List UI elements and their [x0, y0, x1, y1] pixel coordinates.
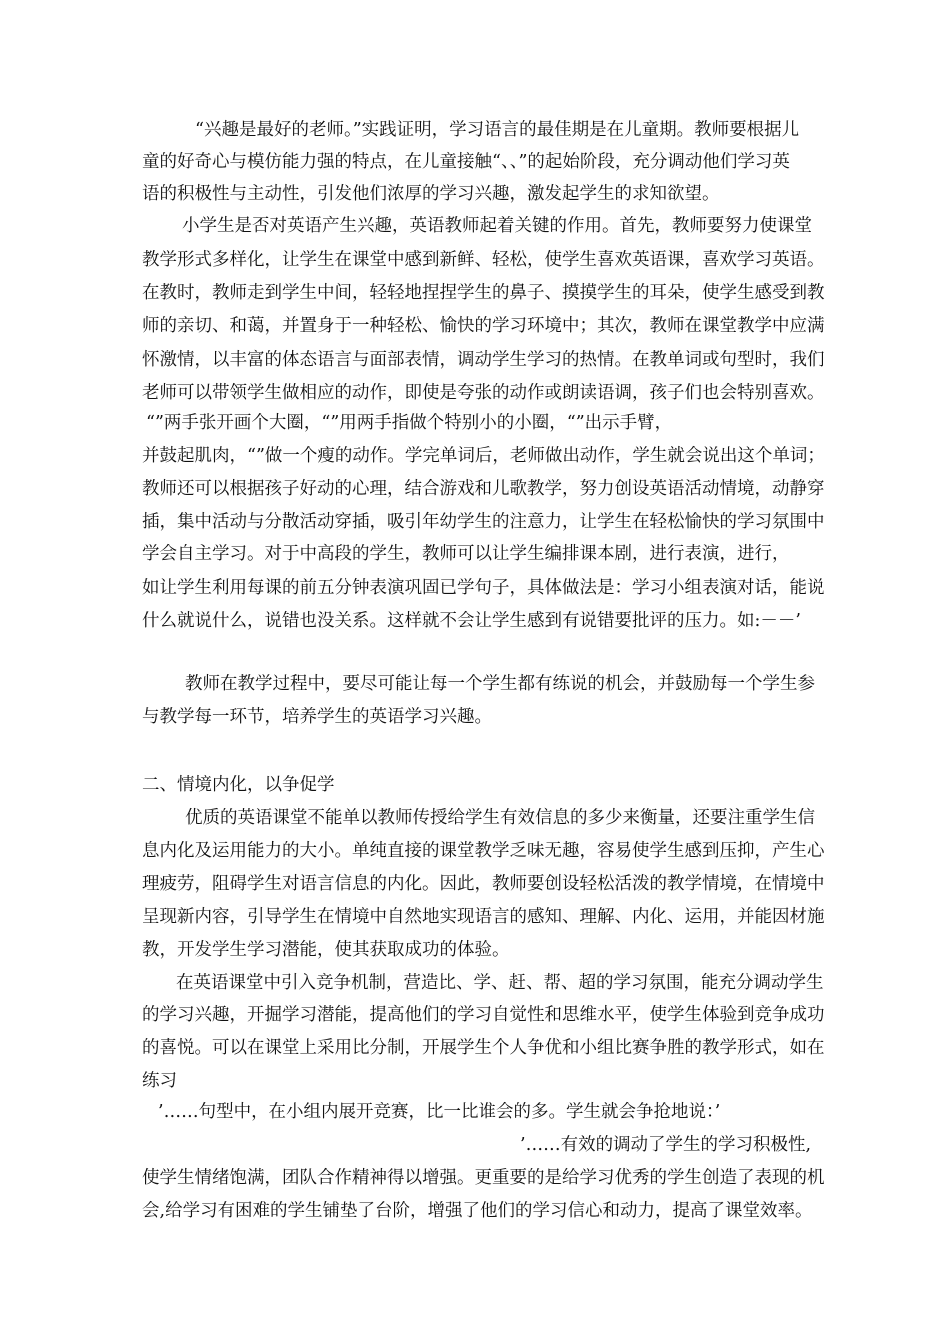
text-line: 呈现新内容，引导学生在情境中自然地实现语言的感知、理解、内化、运用，并能因材施 [142, 907, 825, 927]
text-line: 教，开发学生学习潜能，使其获取成功的体验。 [142, 940, 510, 960]
text-line: “”两手张开画个大圈，“”用两手指做个特别小的小圈，“”出示手臂， [146, 413, 673, 433]
text-line: 教学形式多样化，让学生在课堂中感到新鲜、轻松，使学生喜欢英语课，喜欢学习英语。 [142, 250, 825, 270]
text-line: 语的积极性与主动性，引发他们浓厚的学习兴趣，激发起学生的求知欲望。 [142, 184, 720, 204]
text-line: 小学生是否对英语产生兴趣，英语教师起着关键的作用。首先，教师要努力使课堂 [182, 216, 812, 236]
text-line: 与教学每一环节，培养学生的英语学习兴趣。 [142, 707, 492, 727]
text-line: 在英语课堂中引入竞争机制，营造比、学、赶、帮、超的学习氛围，能充分调动学生 [176, 973, 824, 993]
text-line: 会,给学习有困难的学生铺垫了台阶，增强了他们的学习信心和动力，提高了课堂效率。 [142, 1201, 813, 1221]
text-line: 师的亲切、和蔼，并置身于一种轻松、愉快的学习环境中；其次，教师在课堂教学中应满 [142, 316, 825, 336]
text-line: 优质的英语课堂不能单以教师传授给学生有效信息的多少来衡量，还要注重学生信 [185, 808, 815, 828]
text-line: 练习 [142, 1071, 177, 1091]
text-line: 童的好奇心与模仿能力强的特点，在儿童接触“、、”的起始阶段，充分调动他们学习英 [142, 152, 790, 172]
text-line: 使学生情绪饱满，团队合作精神得以增强。更重要的是给学习优秀的学生创造了表现的机 [142, 1168, 825, 1188]
text-line: 的学习兴趣，开掘学习潜能，提高他们的学习自觉性和思维水平，使学生体验到竞争成功 [142, 1005, 825, 1025]
text-line: 在教时，教师走到学生中间，轻轻地捏捏学生的鼻子、摸摸学生的耳朵，使学生感受到教 [142, 283, 825, 303]
text-line: “兴趣是最好的老师。”实践证明，学习语言的最佳期是在儿童期。教师要根据儿 [195, 120, 800, 140]
text-line: 什么就说什么，说错也没关系。这样就不会让学生感到有说错要批评的压力。如:－－’ [142, 611, 801, 631]
text-line: 怀激情，以丰富的体态语言与面部表情，调动学生学习的热情。在教单词或句型时，我们 [142, 350, 825, 370]
text-line: 如让学生利用每课的前五分钟表演巩固已学句子，具体做法是：学习小组表演对话，能说 [142, 578, 825, 598]
text-line: 插，集中活动与分散活动穿插，吸引年幼学生的注意力，让学生在轻松愉快的学习氛围中 [142, 512, 825, 532]
text-line: 息内化及运用能力的大小。单纯直接的课堂教学乏味无趣，容易使学生感到压抑，产生心 [142, 841, 825, 861]
text-line: ’……句型中，在小组内展开竞赛，比一比谁会的多。学生就会争抢地说：’ [158, 1102, 721, 1122]
text-line: ’……有效的调动了学生的学习积极性, [520, 1135, 812, 1155]
text-line: 老师可以带领学生做相应的动作，即使是夸张的动作或朗读语调，孩子们也会特别喜欢。 [142, 383, 825, 403]
text-line: 并鼓起肌肉，“”做一个瘦的动作。学完单词后，老师做出动作，学生就会说出这个单词； [142, 446, 825, 466]
text-line: 教师还可以根据孩子好动的心理，结合游戏和儿歌教学，努力创设英语活动情境，动静穿 [142, 479, 825, 499]
text-line: 学会自主学习。对于中高段的学生，教师可以让学生编排课本剧，进行表演，进行， [142, 544, 790, 564]
text-line: 教师在教学过程中，要尽可能让每一个学生都有练说的机会，并鼓励每一个学生参 [185, 674, 815, 694]
section-heading: 二、情境内化，以争促学 [142, 775, 335, 795]
text-line: 的喜悦。可以在课堂上采用比分制，开展学生个人争优和小组比赛争胜的教学形式，如在 [142, 1038, 825, 1058]
text-line: 理疲劳，阻碍学生对语言信息的内化。因此，教师要创设轻松活泼的教学情境，在情境中 [142, 874, 825, 894]
